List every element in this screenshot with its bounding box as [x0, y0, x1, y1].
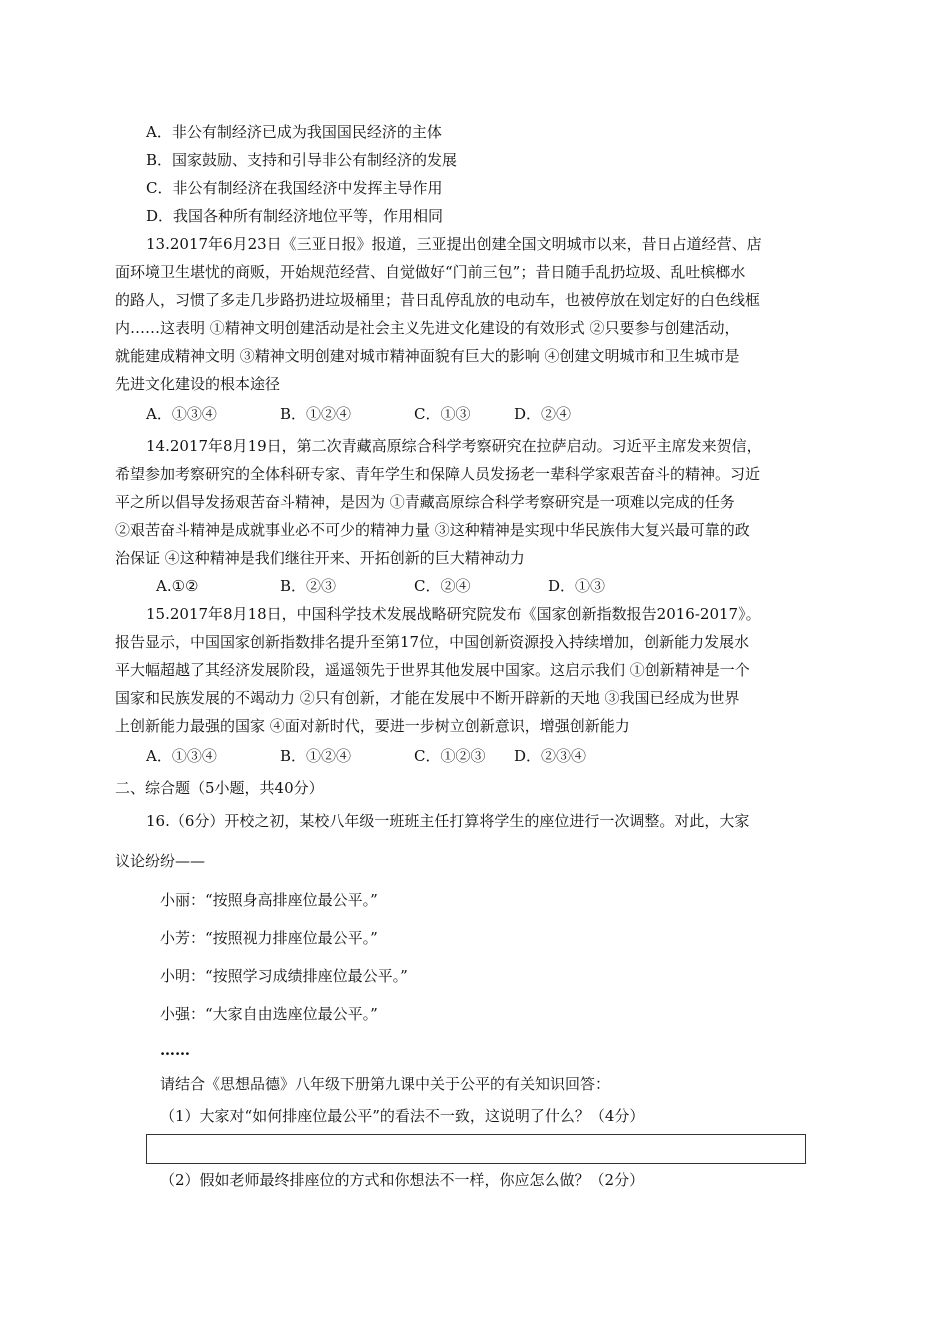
q14-line: 治保证 ④这种精神是我们继往开来、开拓创新的巨大精神动力: [115, 549, 525, 567]
q14-choice-a: A.①②: [156, 577, 199, 595]
q16-sub2: （2）假如老师最终排座位的方式和你想法不一样，你应怎么做？（2分）: [160, 1171, 645, 1189]
q13-choice-c: C．①③: [414, 405, 471, 423]
section-title: 二、综合题（5小题，共40分）: [115, 779, 324, 797]
q14-line: 平之所以倡导发扬艰苦奋斗精神，是因为 ①青藏高原综合科学考察研究是一项难以完成的任务: [115, 493, 735, 511]
q15-line: 15.2017年8月18日，中国科学技术发展战略研究院发布《国家创新指数报告2016-2017》。: [146, 605, 761, 623]
q12-option-d: D．我国各种所有制经济地位平等，作用相同: [146, 207, 444, 225]
q16-line: 16.（6分）开校之初，某校八年级一班班主任打算将学生的座位进行一次调整。对此，大家: [146, 812, 750, 830]
q14-line: 希望参加考察研究的全体科研专家、青年学生和保障人员发扬老一辈科学家艰苦奋斗的精神。习近: [115, 465, 761, 483]
q13-line: 内……这表明 ①精神文明创建活动是社会主义先进文化建设的有效形式 ②只要参与创建活动，: [115, 319, 740, 337]
q15-choice-c: C．①②③: [414, 747, 486, 765]
q13-line: 的路人，习惯了多走几步路扔进垃圾桶里；昔日乱停乱放的电动车，也被停放在划定好的白色线框: [115, 291, 761, 309]
q14-line: ②艰苦奋斗精神是成就事业必不可少的精神力量 ③这种精神是实现中华民族伟大复兴最可靠的政: [115, 521, 750, 539]
q15-line: 平大幅超越了其经济发展阶段，遥遥领先于世界其他发展中国家。这启示我们 ①创新精神是一个: [115, 661, 750, 679]
q16-sub1: （1）大家对“如何排座位最公平”的看法不一致，这说明了什么？（4分）: [160, 1107, 645, 1125]
q15-line: 国家和民族发展的不竭动力 ②只有创新，才能在发展中不断开辟新的天地 ③我国已经成为世界: [115, 689, 740, 707]
q16-quote: 小明：“按照学习成绩排座位最公平。”: [160, 967, 408, 985]
q13-line: 13.2017年6月23日《三亚日报》报道，三亚提出创建全国文明城市以来，昔日占道经营、店: [146, 235, 762, 253]
q15-choice-a: A．①③④: [146, 747, 217, 765]
q13-choice-d: D．②④: [514, 405, 572, 423]
q12-option-a: A．非公有制经济已成为我国国民经济的主体: [146, 123, 442, 141]
q16-instruction: 请结合《思想品德》八年级下册第九课中关于公平的有关知识回答：: [160, 1075, 611, 1093]
q16-quote: 小芳：“按照视力排座位最公平。”: [160, 929, 378, 947]
q15-choice-d: D．②③④: [514, 747, 587, 765]
q14-choice-c: C．②④: [414, 577, 471, 595]
q14-choice-b: B．②③: [280, 577, 337, 595]
q13-choice-a: A．①③④: [146, 405, 217, 423]
q16-quote: 小强：“大家自由选座位最公平。”: [160, 1005, 378, 1023]
q16-quote: 小丽：“按照身高排座位最公平。”: [160, 891, 378, 909]
q13-line: 面环境卫生堪忧的商贩，开始规范经营、自觉做好“门前三包”；昔日随手乱扔垃圾、乱吐槟榔水: [115, 263, 746, 281]
q15-choice-b: B．①②④: [280, 747, 352, 765]
q16-ellipsis: ……: [160, 1041, 190, 1059]
q15-line: 上创新能力最强的国家 ④面对新时代，要进一步树立创新意识，增强创新能力: [115, 717, 630, 735]
q14-choice-d: D．①③: [548, 577, 606, 595]
q14-line: 14.2017年8月19日，第二次青藏高原综合科学考察研究在拉萨启动。习近平主席发来贺信，: [146, 437, 762, 455]
q16-line: 议论纷纷——: [115, 852, 206, 870]
answer-box[interactable]: [146, 1134, 806, 1164]
q12-option-c: C．非公有制经济在我国经济中发挥主导作用: [146, 179, 443, 197]
q13-line: 就能建成精神文明 ③精神文明创建对城市精神面貌有巨大的影响 ④创建文明城市和卫生城市是: [115, 347, 740, 365]
q12-option-b: B．国家鼓励、支持和引导非公有制经济的发展: [146, 151, 458, 169]
q13-choice-b: B．①②④: [280, 405, 352, 423]
q13-line: 先进文化建设的根本途径: [115, 375, 281, 393]
q15-line: 报告显示，中国国家创新指数排名提升至第17位，中国创新资源投入持续增加，创新能力发展水: [115, 633, 750, 651]
